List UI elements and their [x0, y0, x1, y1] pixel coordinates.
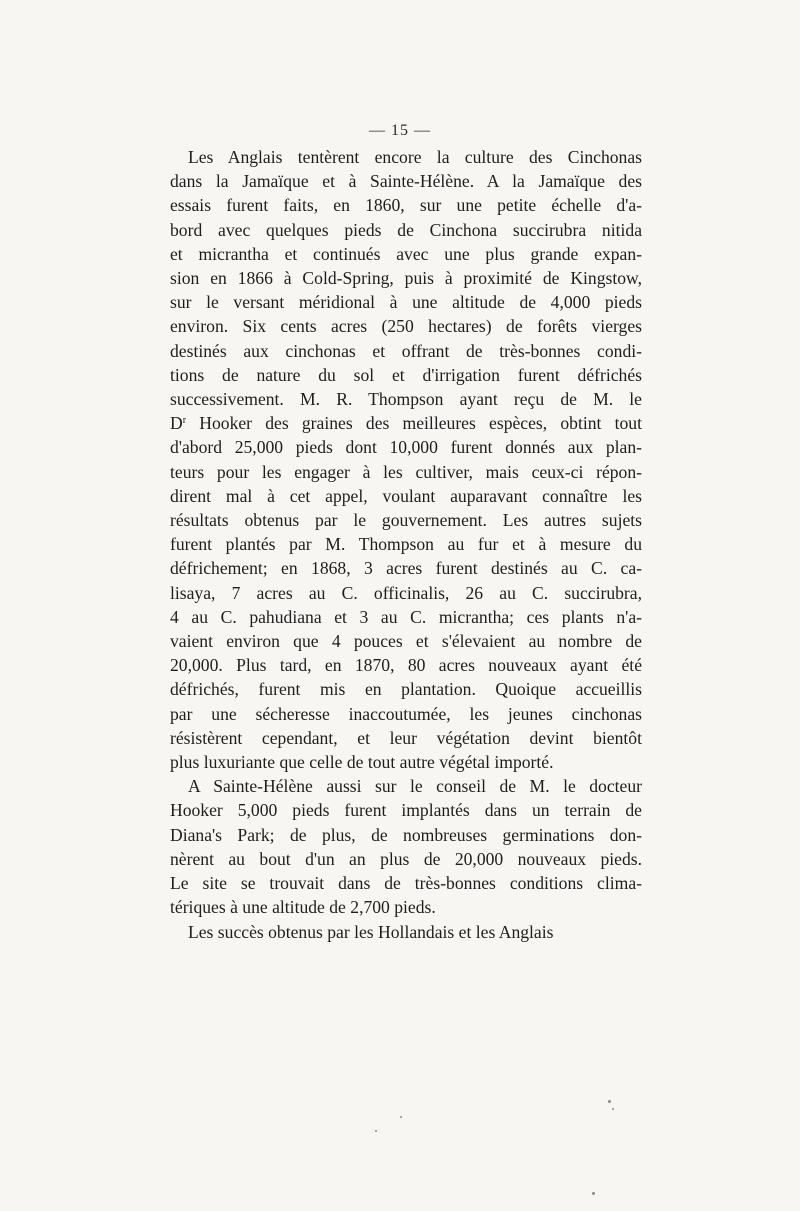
- scan-speck: [400, 1116, 402, 1118]
- text-line: essais furent faits, en 1860, sur une petite échelle d'a-: [170, 195, 642, 216]
- text-line: nèrent au bout d'un an plus de 20,000 nouveaux pieds.: [170, 848, 642, 869]
- text-line: sur le versant méridional à une altitude de 4,000 pieds: [170, 292, 642, 313]
- text-line: destinés aux cinchonas et offrant de très-bonnes condi-: [170, 340, 642, 361]
- text-line: environ. Six cents acres (250 hectares) de forêts vierges: [170, 316, 642, 337]
- text-line: par une sécheresse inaccoutumée, les jeunes cinchonas: [170, 703, 642, 724]
- text-line: plus luxuriante que celle de tout autre végétal importé.: [170, 752, 554, 773]
- text-line: Hooker 5,000 pieds furent implantés dans un terrain de: [170, 800, 642, 821]
- paragraph-3: [170, 920, 642, 944]
- text-line: tériques à une altitude de 2,700 pieds.: [170, 897, 436, 918]
- paragraph-2: [170, 774, 642, 919]
- text-line: 20,000. Plus tard, en 1870, 80 acres nouveaux ayant été: [170, 655, 642, 676]
- text-line: lisaya, 7 acres au C. officinalis, 26 au C. succirubra,: [170, 582, 642, 603]
- text-line: et micrantha et continués avec une plus grande expan-: [170, 243, 642, 264]
- text-line: $D^r$ Hooker des graines des meilleures espèces, obtint tout: [170, 413, 642, 434]
- scan-speck: [608, 1100, 611, 1103]
- scan-speck: [375, 1130, 377, 1132]
- text-line: Le site se trouvait dans de très-bonnes conditions clima-: [170, 873, 642, 894]
- text-line: bord avec quelques pieds de Cinchona succirubra nitida: [170, 219, 642, 240]
- text-line: furent plantés par M. Thompson au fur et à mesure du: [170, 534, 642, 555]
- text-line: vaient environ que 4 pouces et s'élevaient au nombre de: [170, 631, 642, 652]
- text-line: A Sainte-Hélène aussi sur le conseil de M. le docteur: [188, 776, 642, 797]
- text-line: tions de nature du sol et d'irrigation furent défrichés: [170, 364, 642, 385]
- text-line: teurs pour les engager à les cultiver, mais ceux-ci répon-: [170, 461, 642, 482]
- text-line: d'abord 25,000 pieds dont 10,000 furent donnés aux plan-: [170, 437, 642, 458]
- scan-speck: [592, 1192, 595, 1195]
- text-line: défrichés, furent mis en plantation. Quoique accueillis: [170, 679, 642, 700]
- text-line: défrichement; en 1868, 3 acres furent destinés au C. ca-: [170, 558, 642, 579]
- text-line: dans la Jamaïque et à Sainte-Hélène. A la Jamaïque des: [170, 171, 642, 192]
- text-line: Les Anglais tentèrent encore la culture des Cinchonas: [188, 147, 642, 167]
- text-line: Diana's Park; de plus, de nombreuses germinations don-: [170, 824, 642, 845]
- page-number: — 15 —: [369, 122, 431, 139]
- text-line: résultats obtenus par le gouvernement. Les autres sujets: [170, 510, 642, 531]
- body-text: [170, 145, 642, 944]
- scan-speck: [612, 1108, 614, 1110]
- text-line: dirent mal à cet appel, voulant auparavant connaître les: [170, 485, 642, 506]
- text-line: sion en 1866 à Cold-Spring, puis à proximité de Kingstow,: [170, 268, 642, 289]
- text-line: résistèrent cependant, et leur végétation devint bientôt: [170, 727, 642, 748]
- text-line: Les succès obtenus par les Hollandais et les Anglais: [188, 921, 554, 942]
- text-line: 4 au C. pahudiana et 3 au C. micrantha; ces plants n'a-: [170, 606, 642, 627]
- paragraph-1: [170, 145, 642, 774]
- text-line: successivement. M. R. Thompson ayant reçu de M. le: [170, 389, 642, 410]
